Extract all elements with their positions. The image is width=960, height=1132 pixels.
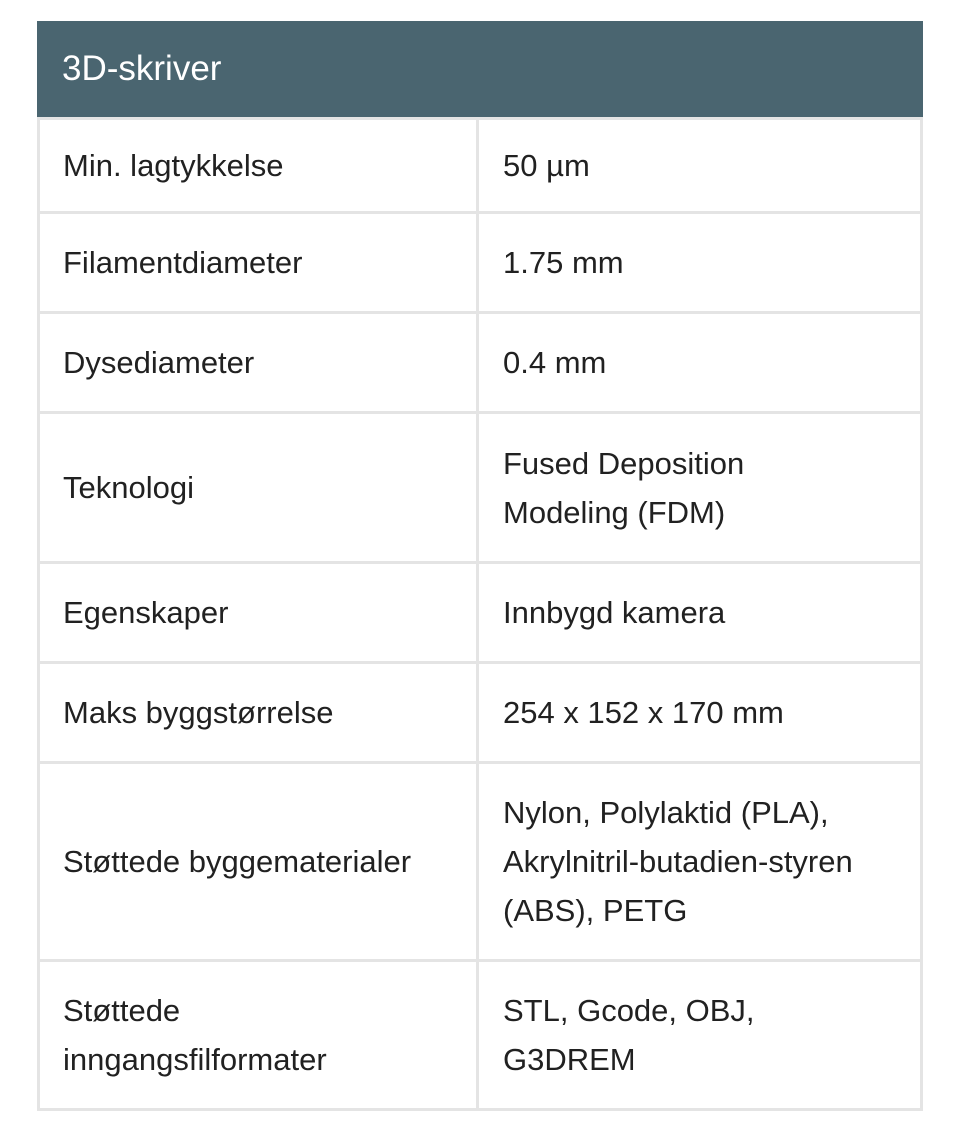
label-text: Dysediameter <box>63 345 255 380</box>
row-label <box>40 962 479 1108</box>
table-row <box>40 764 920 962</box>
row-label <box>40 414 479 561</box>
value-text: Innbygd kamera <box>503 595 726 630</box>
table-row <box>40 117 920 214</box>
row-label <box>40 314 479 411</box>
row-value <box>479 962 920 1108</box>
table-row <box>40 414 920 564</box>
value-text: Nylon, Polylaktid (PLA), Akrylnitril-butadien-styren (ABS), PETG <box>503 795 853 928</box>
row-value <box>479 414 920 561</box>
label-text: Maks byggstørrelse <box>63 695 334 730</box>
row-label <box>40 664 479 761</box>
value-text: Fused Deposition Modeling (FDM) <box>503 445 745 530</box>
row-value <box>479 564 920 661</box>
row-value <box>479 764 920 959</box>
table-row <box>40 962 920 1111</box>
table-row <box>40 314 920 414</box>
label-text: Støttede inngangsfilformater <box>63 993 327 1077</box>
label-text: Egenskaper <box>63 595 229 630</box>
row-value <box>479 664 920 761</box>
table-title: 3D-skriver <box>37 21 923 117</box>
spec-rows <box>37 117 923 1111</box>
value-text: 50 µm <box>503 148 590 183</box>
value-text: 0.4 mm <box>503 345 607 380</box>
label-text: Filamentdiameter <box>63 245 303 280</box>
row-value <box>479 314 920 411</box>
row-value <box>479 120 920 211</box>
table-row <box>40 564 920 664</box>
label-text: Støttede byggematerialer <box>63 844 412 879</box>
value-text: 254 x 152 x 170 mm <box>503 695 784 730</box>
value-text: STL, Gcode, OBJ, G3DREM <box>503 993 755 1077</box>
spec-table <box>37 21 923 1111</box>
label-text: Min. lagtykkelse <box>63 148 284 183</box>
row-label <box>40 764 479 959</box>
value-text: 1.75 mm <box>503 245 624 280</box>
label-text: Teknologi <box>63 470 194 505</box>
table-row <box>40 664 920 764</box>
row-label <box>40 564 479 661</box>
row-label <box>40 214 479 311</box>
row-value <box>479 214 920 311</box>
row-label <box>40 120 479 211</box>
table-row <box>40 214 920 314</box>
